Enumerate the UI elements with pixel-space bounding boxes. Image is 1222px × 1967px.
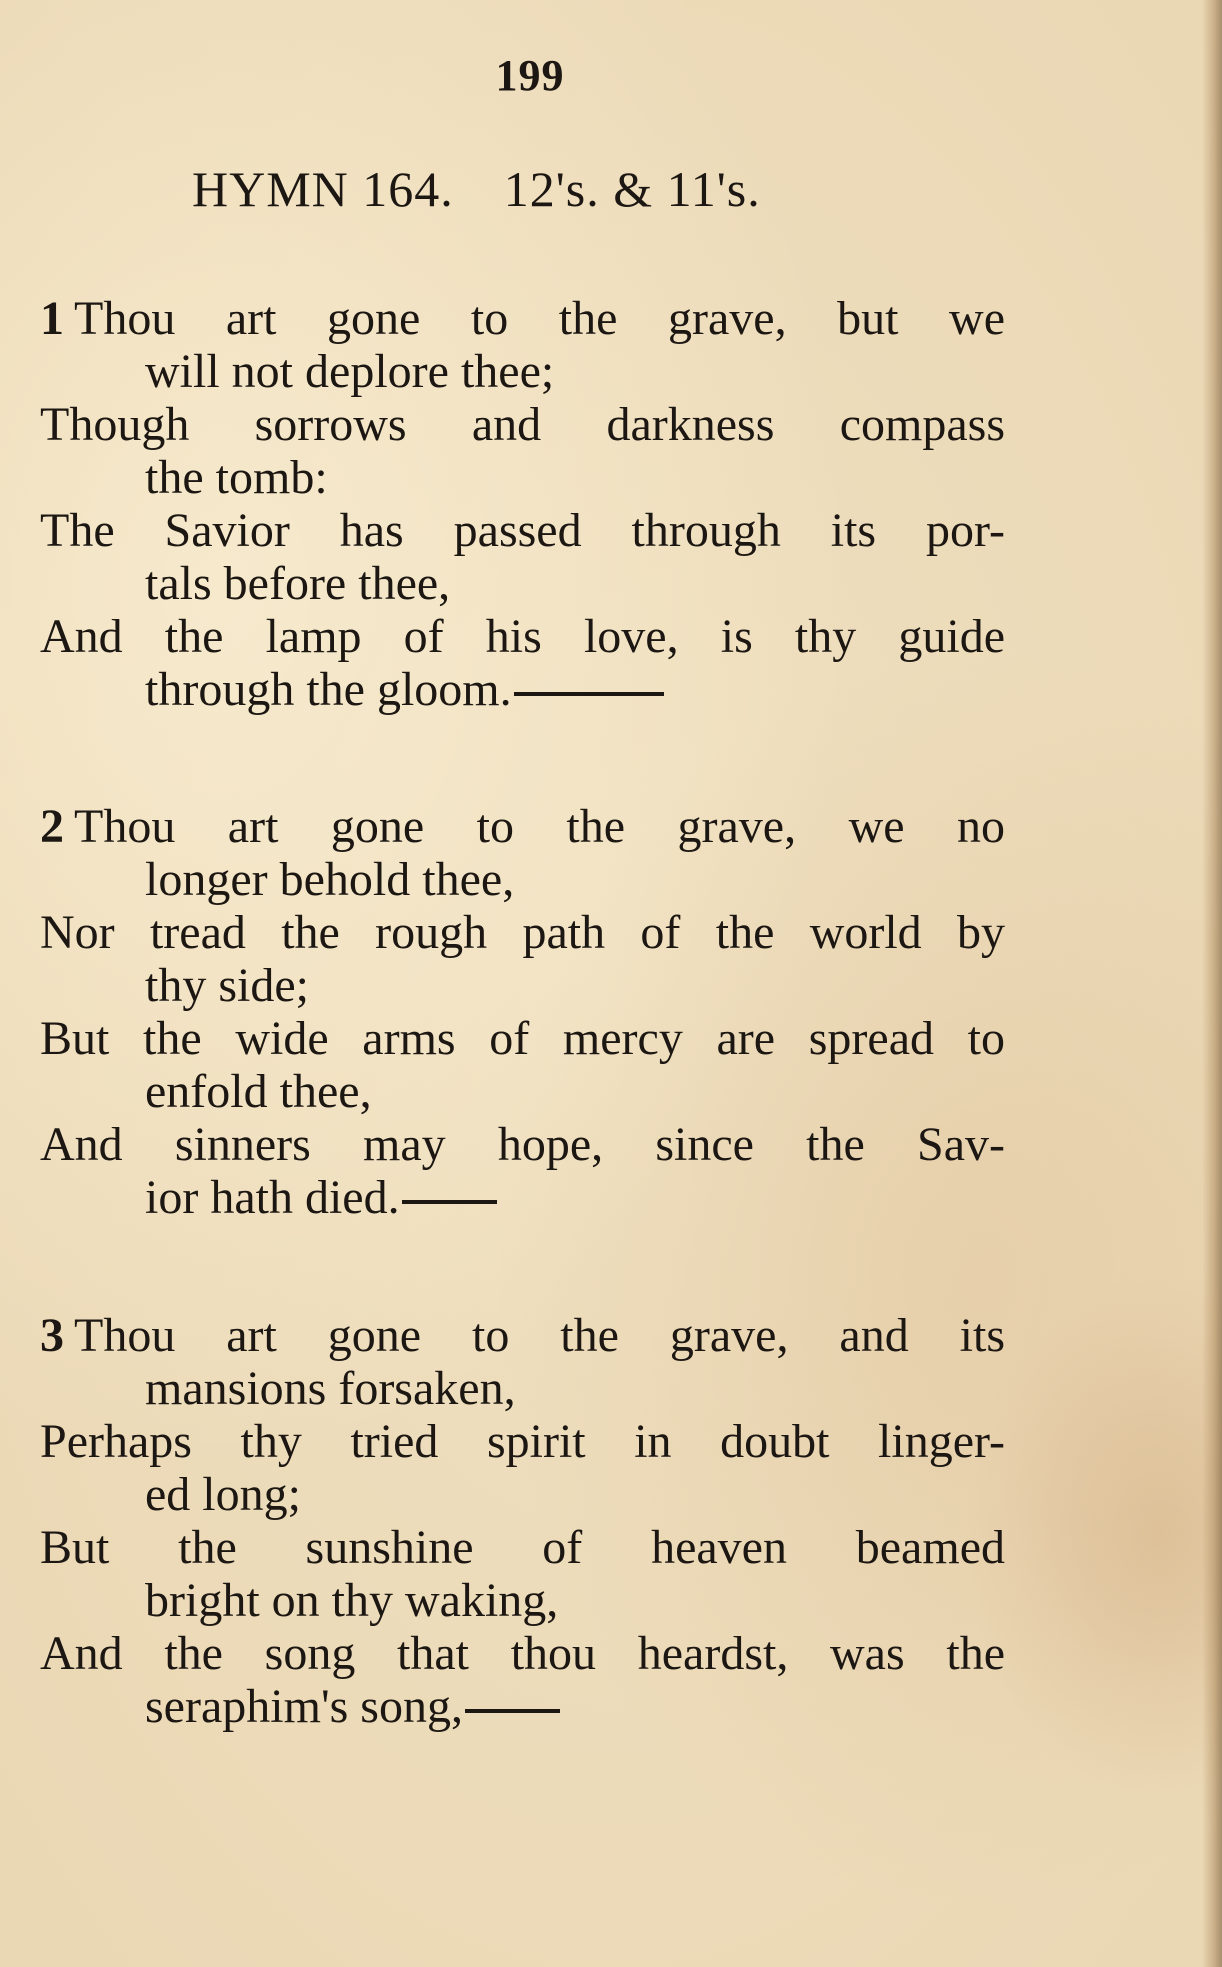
verse-line: The Savior has passed through its por- [40,504,1005,557]
verse-line: And the lamp of his love, is thy guide [40,610,1005,663]
verse-line: And the song that thou heardst, was the [40,1627,1005,1680]
verse-line: And sinners may hope, since the Sav- [40,1118,1005,1171]
verse-number: 1 [40,292,64,345]
verse-1 [40,292,1005,716]
verse-2 [40,800,1005,1224]
verse-line: tals before thee, [145,557,451,610]
verse-line: ior hath died. [40,1171,1005,1224]
verse-line: Perhaps thy tried spirit in doubt linger- [40,1415,1005,1468]
verse-line: bright on thy waking, [145,1574,559,1627]
verse-line: Nor tread the rough path of the world by [40,906,1005,959]
verse-line: ed long; [145,1468,301,1521]
verse-line: the tomb: [145,451,328,504]
verse-line: 3 Thou art gone to the grave, and its [40,1309,1005,1362]
verse-number: 2 [40,800,64,853]
verse-line: 2 Thou art gone to the grave, we no [40,800,1005,853]
page-edge [1202,0,1222,1967]
verse-line: seraphim's song, [40,1680,1005,1733]
page-number: 199 [495,51,565,100]
verse-line: But the sunshine of heaven beamed [40,1521,1005,1574]
verse-line: 1 Thou art gone to the grave, but we [40,292,1005,345]
verse-line: will not deplore thee; [145,345,555,398]
end-dash [465,1709,560,1713]
verse-line: longer behold thee, [145,853,515,906]
verse-line: But the wide arms of mercy are spread to [40,1012,1005,1065]
verse-number: 3 [40,1309,64,1362]
verse-line: through the gloom. [40,663,1005,716]
hymn-meter: 12's. & 11's. [503,161,761,217]
hymn-heading [192,160,761,218]
verse-3 [40,1309,1005,1733]
end-dash [402,1200,497,1204]
end-dash [514,692,664,696]
verse-line: Though sorrows and darkness compass [40,398,1005,451]
hymn-number: HYMN 164. [192,161,454,217]
verse-line: enfold thee, [145,1065,372,1118]
verse-line: thy side; [145,959,309,1012]
verse-line: mansions forsaken, [145,1362,516,1415]
